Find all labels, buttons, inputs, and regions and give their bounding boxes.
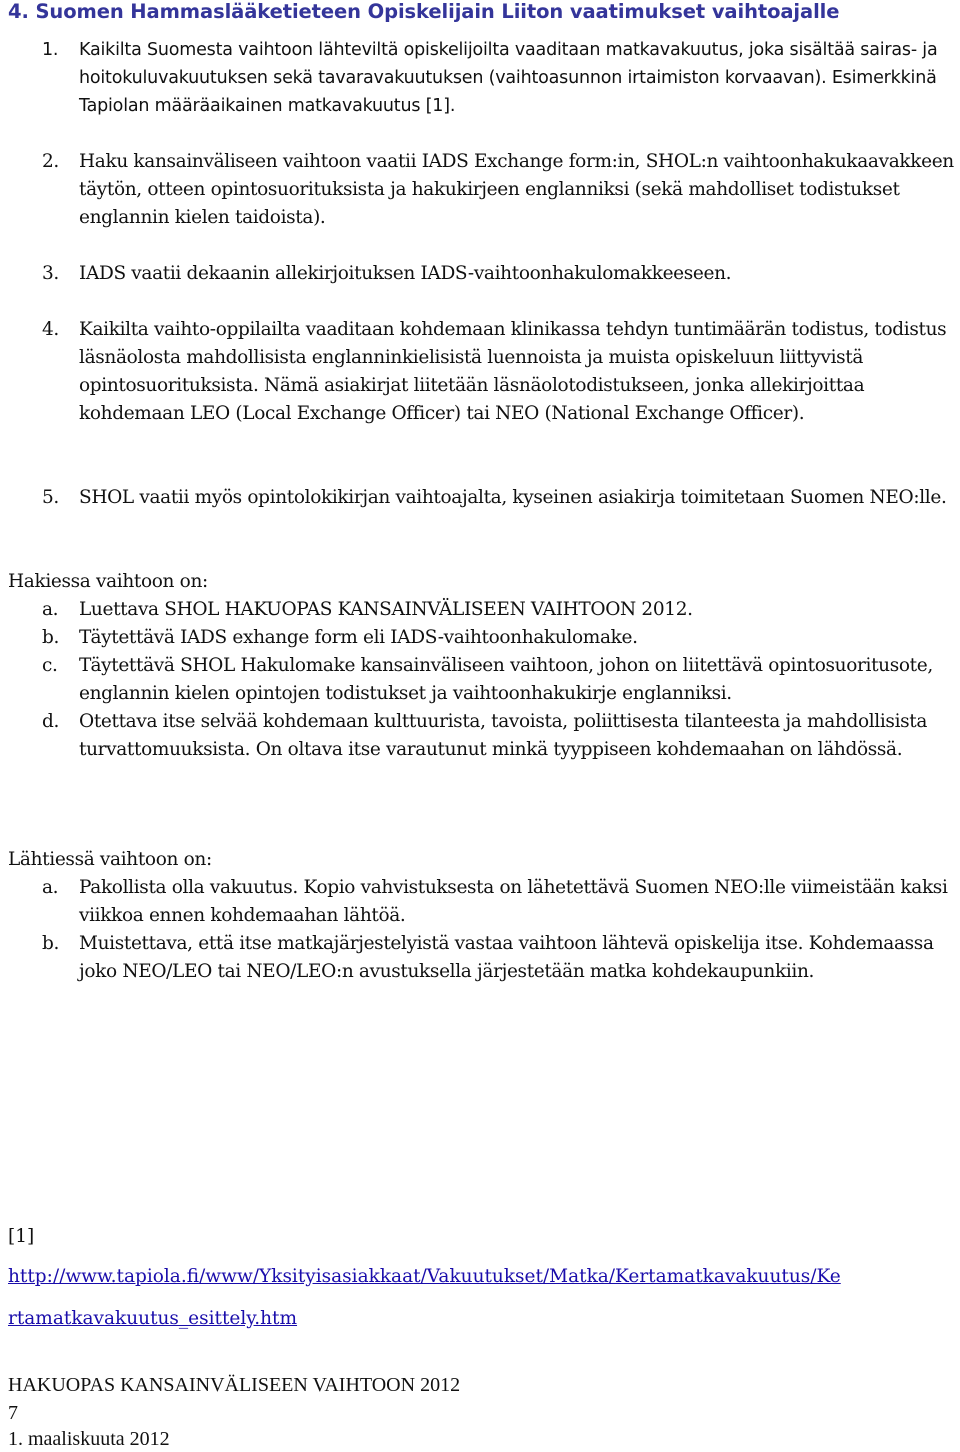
list-item-text: Muistettava, että itse matkajärjestelyistä vastaa vaihtoon lähtevä opiskelija itse. Kohdemaassa joko NEO/LEO tai NEO/LEO:n avustuksella järjestetään matka kohdekaupunkiin. — [79, 933, 934, 982]
list-letter: a. — [42, 599, 59, 620]
list-item — [8, 596, 958, 624]
requirements-list — [8, 260, 958, 288]
list-number: 2. — [42, 151, 59, 172]
applying-title: Hakiessa vaihtoon on: — [8, 571, 208, 592]
requirements-list — [8, 484, 958, 512]
list-number: 5. — [42, 487, 59, 508]
footnote-url-line2[interactable]: rtamatkavakuutus_esittely.htm — [8, 1308, 298, 1329]
footnote-link[interactable] — [8, 1264, 841, 1290]
list-letter: b. — [42, 627, 60, 648]
list-item — [8, 260, 958, 288]
departing-title: Lähtiessä vaihtoon on: — [8, 849, 212, 870]
list-item-text: Täytettävä IADS exhange form eli IADS-vaihtoonhakulomake. — [79, 627, 638, 648]
footer-title: HAKUOPAS KANSAINVÄLISEEN VAIHTOON 2012 — [8, 1374, 461, 1396]
list-item — [8, 930, 958, 986]
list-item-text: Kaikilta vaihto-oppilailta vaaditaan kohdemaan klinikassa tehdyn tuntimäärän todistus, todistus läsnäolosta mahdollisista englanninkielisistä luennoista ja muista opiskeluun liittyvistä opintosuorituksista. Nämä asiakirjat liitetään läsnäolotodistukseen, jonka allekirjoittaa kohdemaan LEO (Local Exchange Officer) tai NEO (National Exchange Officer). — [79, 319, 947, 424]
list-item — [8, 36, 958, 120]
list-item-text: Täytettävä SHOL Hakulomake kansainväliseen vaihtoon, johon on liitettävä opintosuoritusote, englannin kielen opintojen todistukset ja vaihtoonhakukirje englanniksi. — [79, 655, 933, 704]
list-number: 4. — [42, 319, 59, 340]
list-item-text: Luettava SHOL HAKUOPAS KANSAINVÄLISEEN VAIHTOON 2012. — [79, 599, 693, 620]
list-item-text: IADS vaatii dekaanin allekirjoituksen IADS-vaihtoonhakulomakkeeseen. — [79, 263, 732, 284]
list-item — [8, 874, 958, 930]
list-item — [8, 148, 958, 232]
list-number: 3. — [42, 263, 59, 284]
list-number: 1. — [42, 40, 59, 60]
list-item — [8, 708, 958, 764]
list-item-text: Kaikilta Suomesta vaihtoon lähteviltä opiskelijoilta vaaditaan matkavakuutus, joka sisältää sairas- ja hoitokuluvakuutuksen sekä tavaravakuutuksen (vaihtoasunnon irtaimiston korvaavan). Esimerkkinä Tapiolan määräaikainen matkavakuutus [1]. — [79, 40, 938, 116]
section-heading: 4. Suomen Hammaslääketieteen Opiskelijain Liiton vaatimukset vaihtoajalle — [8, 0, 840, 23]
list-letter: b. — [42, 933, 60, 954]
list-letter: a. — [42, 877, 59, 898]
list-item — [8, 652, 958, 708]
list-letter: d. — [42, 711, 60, 732]
list-item — [8, 624, 958, 652]
departing-section — [8, 846, 958, 986]
footer-page-number: 7 — [8, 1402, 18, 1424]
list-item-text: Otettava itse selvää kohdemaan kulttuurista, tavoista, poliittisesta tilanteesta ja mahdollisista turvattomuuksista. On oltava itse varautunut minkä tyyppiseen kohdemaahan on lähdössä. — [79, 711, 928, 760]
list-item-text: SHOL vaatii myös opintolokikirjan vaihtoajalta, kyseinen asiakirja toimitetaan Suomen NEO:lle. — [79, 487, 947, 508]
list-item — [8, 484, 958, 512]
footer-date: 1. maaliskuuta 2012 — [8, 1428, 170, 1450]
list-letter: c. — [42, 655, 58, 676]
requirements-list — [8, 316, 958, 428]
requirements-list — [8, 36, 958, 120]
requirements-list — [8, 148, 958, 232]
footnote-url-line1[interactable]: http://www.tapiola.fi/www/Yksityisasiakkaat/Vakuutukset/Matka/Kertamatkavakuutus/Ke — [8, 1266, 841, 1287]
applying-section — [8, 568, 958, 764]
list-item-text: Haku kansainväliseen vaihtoon vaatii IADS Exchange form:in, SHOL:n vaihtoonhakukaavakkeen täytön, otteen opintosuorituksista ja hakukirjeen englanniksi (sekä mahdolliset todistukset englannin kielen taidoista). — [79, 151, 954, 228]
footnote-link[interactable] — [8, 1306, 297, 1332]
list-item-text: Pakollista olla vakuutus. Kopio vahvistuksesta on lähetettävä Suomen NEO:lle viimeistään kaksi viikkoa ennen kohdemaahan lähtöä. — [79, 877, 948, 926]
footnote-ref: [1] — [8, 1226, 35, 1247]
list-item — [8, 316, 958, 428]
